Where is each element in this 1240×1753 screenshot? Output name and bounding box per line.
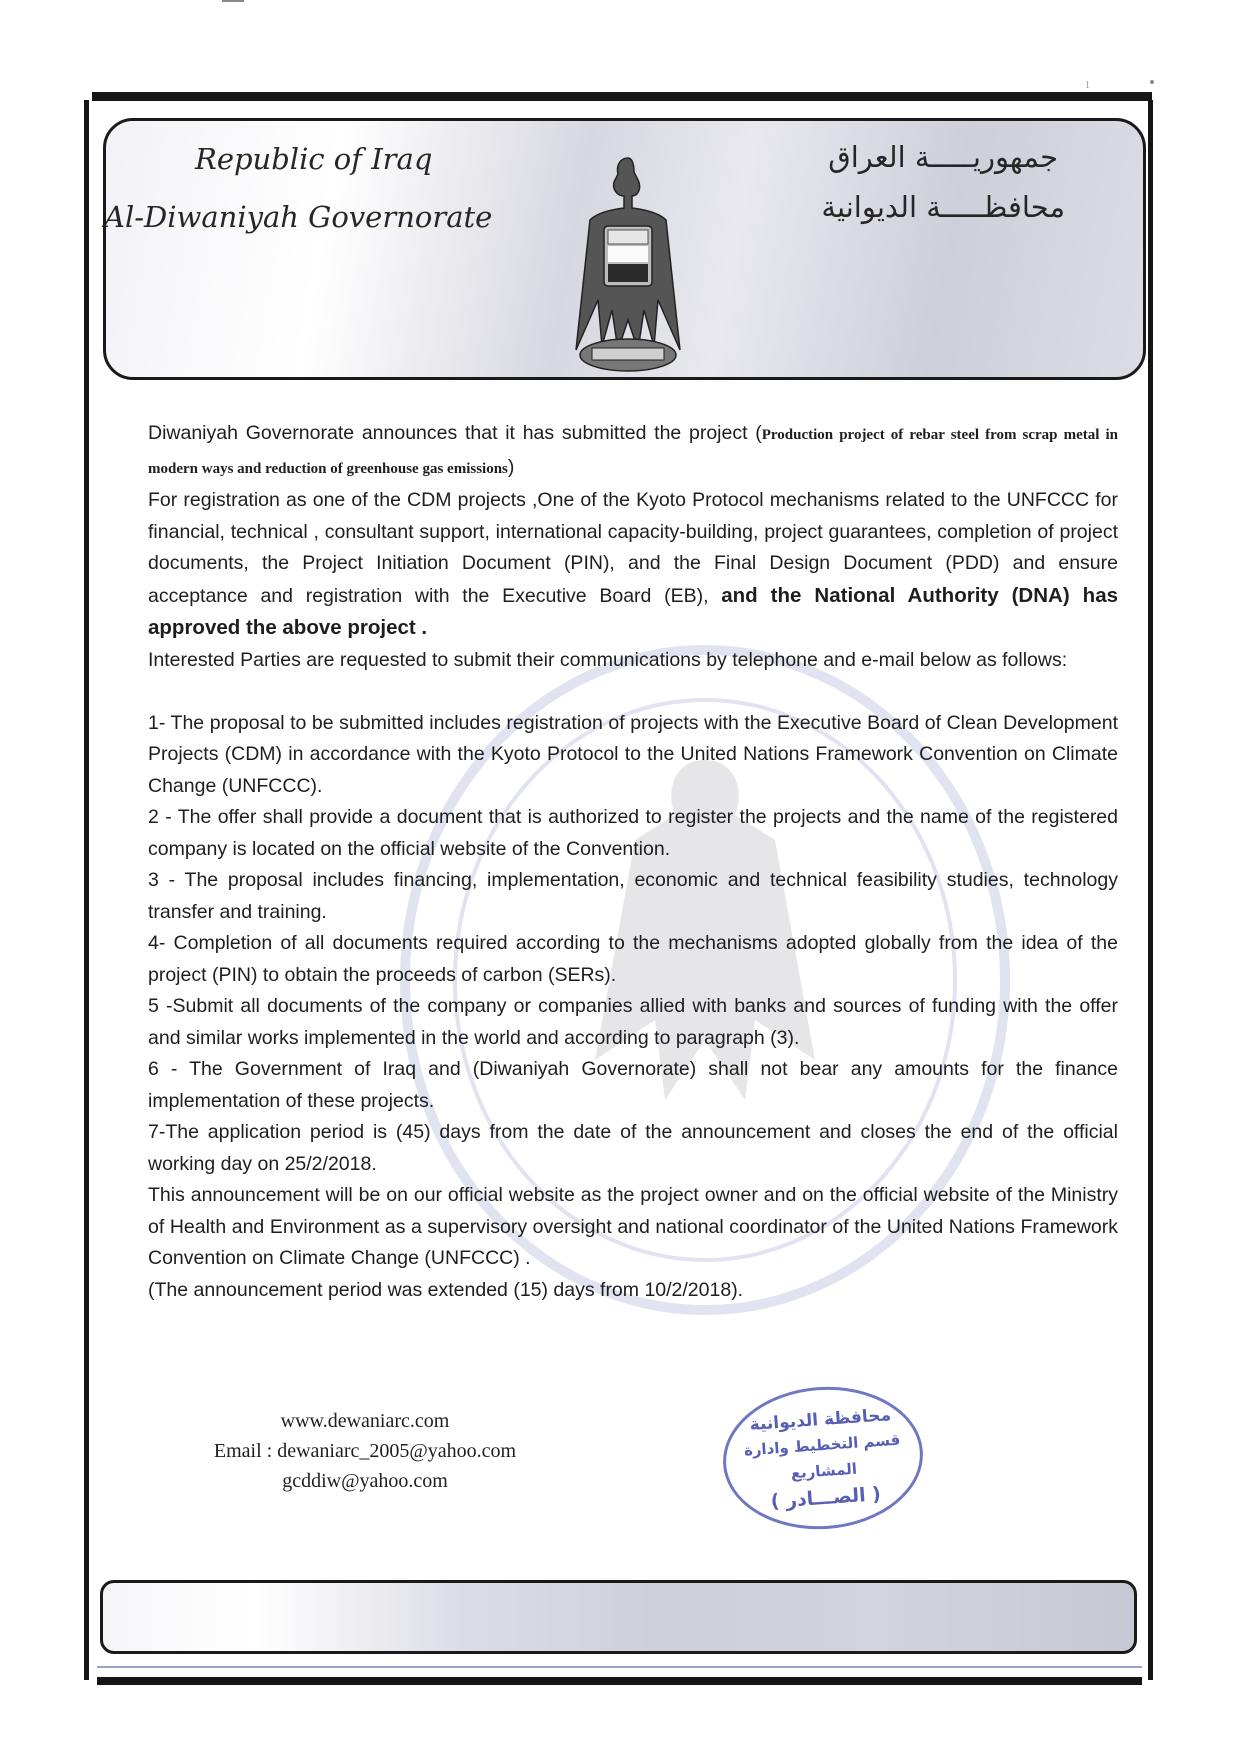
header-title-ar-governorate: محافظـــــة الديوانية [821, 190, 1065, 224]
registration-approval: and the National Authority (DNA) has approved the above project . [148, 583, 1118, 639]
footer-banner [100, 1580, 1137, 1654]
stamp-line-governorate: محافظة الديوانية [749, 1405, 892, 1436]
paragraph-spacer [148, 676, 1118, 708]
frame-border-right [1148, 100, 1153, 1680]
header-title-en-country: Republic of Iraq [195, 142, 433, 176]
extension-note: (The announcement period was extended (15) days from 10/2/2018). [148, 1278, 744, 1301]
list-item-1: 1- The proposal to be submitted includes registration of projects with the Executive Board of Clean Development Projects (CDM) in accordance with the Kyoto Protocol to the United Nations Framework Convention on Climate Change (UNFCCC). [148, 711, 1118, 797]
announcement-body [148, 418, 1118, 1306]
page-marker: 1 [1085, 80, 1090, 91]
stamp-line-outgoing: ( الصـــادر ) [770, 1483, 882, 1513]
official-stamp [718, 1380, 927, 1536]
frame-border-left [84, 100, 89, 1680]
email-primary[interactable]: Email : dewaniarc_2005@yahoo.com [213, 1440, 517, 1462]
email-secondary[interactable]: gcddiw@yahoo.com [282, 1470, 448, 1492]
stamp-line-department: قسم التخطيط وادارة المشاريع [743, 1430, 901, 1483]
intro-project-name: Production project of rebar steel from scrap metal in modern ways and reduction of greenhouse gas emissions [148, 427, 1118, 477]
registration-paragraph [148, 485, 1118, 645]
list-item-3: 3 - The proposal includes financing, implementation, economic and technical feasibility studies, technology transfer and training. [148, 869, 1118, 923]
frame-border-bottom-line [97, 1666, 1142, 1668]
registration-text: For registration as one of the CDM projects ,One of the Kyoto Protocol mechanisms related to the UNFCCC for financial, technical , consultant support, international capacity-building, project guarantees, completion of project documents, the Project Initiation Document (PIN), and the Final Design Document (PDD) and ensure acceptance and registration with the Executive Board (EB), [148, 489, 1118, 607]
header-title-ar-country: جمهوريـــــة العراق [828, 140, 1058, 174]
list-item-2: 2 - The offer shall provide a document that is authorized to register the projects and the name of the registered company is located on the official website of the Convention. [148, 806, 1118, 860]
closing-paragraph: This announcement will be on our official website as the project owner and on the official website of the Ministry of Health and Environment as a supervisory oversight and national coordinator of the United Nations Framework Convention on Climate Change (UNFCCC) . [148, 1184, 1118, 1269]
frame-border-bottom [97, 1677, 1142, 1685]
contact-block [190, 1406, 540, 1496]
intro-close: ) [507, 455, 515, 478]
eagle-emblem-icon [568, 150, 688, 380]
intro-paragraph [148, 418, 1118, 485]
list-item-5: 5 -Submit all documents of the company or companies allied with banks and sources of funding with the offer and similar works implemented in the world and according to paragraph (3). [148, 995, 1118, 1049]
intro-lead: Diwaniyah Governorate announces that it has submitted the project ( [148, 422, 762, 444]
list-item-7: 7-The application period is (45) days from the date of the announcement and closes the end of the official working day on 25/2/2018. [148, 1121, 1118, 1175]
request-paragraph: Interested Parties are requested to submit their communications by telephone and e-mail below as follows: [148, 648, 1068, 671]
frame-border-top [92, 92, 1152, 101]
website-link[interactable]: www.dewaniarc.com [280, 1410, 450, 1432]
list-item-4: 4- Completion of all documents required according to the mechanisms adopted globally from the idea of the project (PIN) to obtain the proceeds of carbon (SERs). [148, 932, 1118, 986]
scan-mark [222, 0, 244, 2]
scan-dot [1150, 80, 1154, 84]
list-item-6: 6 - The Government of Iraq and (Diwaniyah Governorate) shall not bear any amounts for the finance implementation of these projects. [148, 1058, 1118, 1112]
header-title-en-governorate: Al-Diwaniyah Governorate [104, 200, 493, 234]
